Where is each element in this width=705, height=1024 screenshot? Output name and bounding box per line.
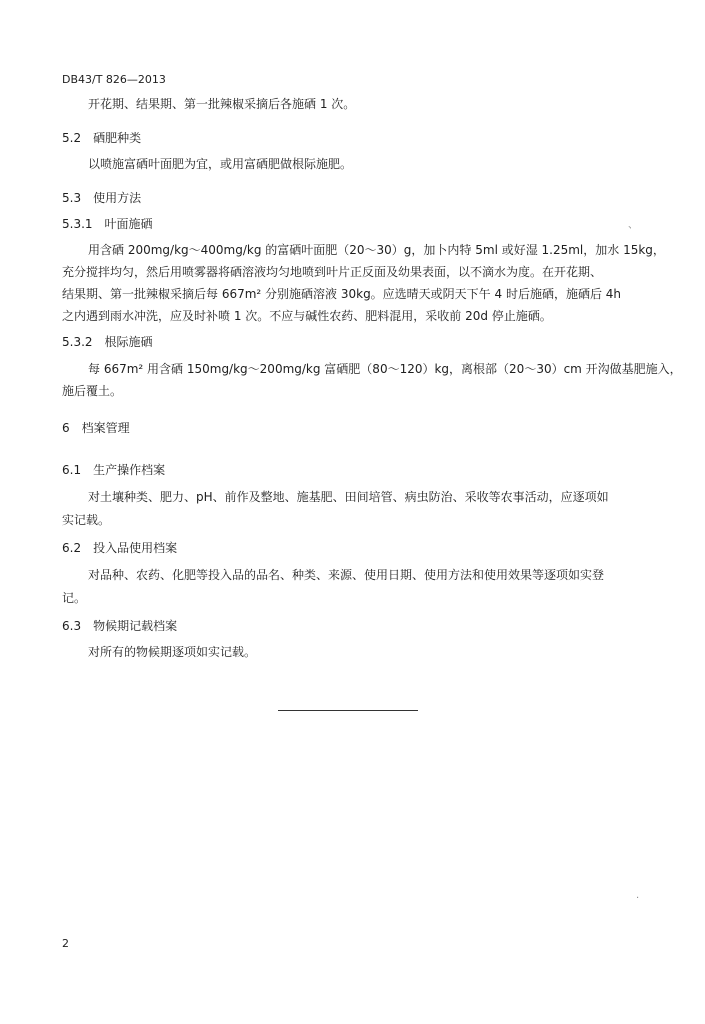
section-6-2-line-2: 记。 (62, 591, 87, 605)
page-number: 2 (62, 937, 69, 950)
section-6-heading: 6 档案管理 (62, 421, 130, 435)
section-6-3-heading: 6.3 物候期记载档案 (62, 619, 178, 633)
section-6-1-heading: 6.1 生产操作档案 (62, 463, 166, 477)
section-6-3-body: 对所有的物候期逐项如实记载。 (88, 645, 257, 659)
section-6-2-line-1: 对品种、农药、化肥等投入品的品名、种类、来源、使用日期、使用方法和使用效果等逐项如实登 (88, 568, 605, 582)
scan-speck: 、 (628, 220, 638, 231)
section-5-2-heading: 5.2 硒肥种类 (62, 131, 142, 145)
section-5-3-1-line-3: 结果期、第一批辣椒采摘后每 667m² 分别施硒溶液 30kg。应选晴天或阴天下午 4 时后施硒，施硒后 4h (62, 287, 622, 301)
section-6-1-line-1: 对土壤种类、肥力、pH、前作及整地、施基肥、田间培管、病虫防治、采收等农事活动，应逐项如 (88, 490, 609, 504)
section-5-3-1-line-1: 用含硒 200mg/kg～400mg/kg 的富硒叶面肥（20～30）g，加卜内特 5ml 或好湿 1.25ml，加水 15kg， (88, 243, 665, 257)
section-5-3-heading: 5.3 使用方法 (62, 191, 142, 205)
doc-code: DB43/T 826—2013 (62, 73, 166, 86)
section-5-3-2-line-2: 施后覆土。 (62, 384, 123, 398)
section-5-3-2-line-1: 每 667m² 用含硒 150mg/kg～200mg/kg 富硒肥（80～120）kg，离根部（20～30）cm 开沟做基肥施入， (88, 362, 682, 376)
section-5-3-1-line-2: 充分搅拌均匀，然后用喷雾器将硒溶液均匀地喷到叶片正反面及幼果表面，以不滴水为度。在开花期、 (62, 265, 603, 279)
section-5-3-1-line-4: 之内遇到雨水冲洗，应及时补喷 1 次。不应与碱性农药、肥料混用，采收前 20d 停止施硒。 (62, 309, 552, 323)
section-6-2-heading: 6.2 投入品使用档案 (62, 541, 178, 555)
end-rule (278, 710, 418, 711)
section-5-3-2-heading: 5.3.2 根际施硒 (62, 335, 153, 349)
section-6-1-line-2: 实记载。 (62, 513, 111, 527)
scan-speck: · (636, 893, 640, 904)
section-5-3-1-heading: 5.3.1 叶面施硒 (62, 217, 153, 231)
section-5-2-body: 以喷施富硒叶面肥为宜，或用富硒肥做根际施肥。 (88, 157, 353, 171)
continuation-line: 开花期、结果期、第一批辣椒采摘后各施硒 1 次。 (88, 97, 356, 111)
